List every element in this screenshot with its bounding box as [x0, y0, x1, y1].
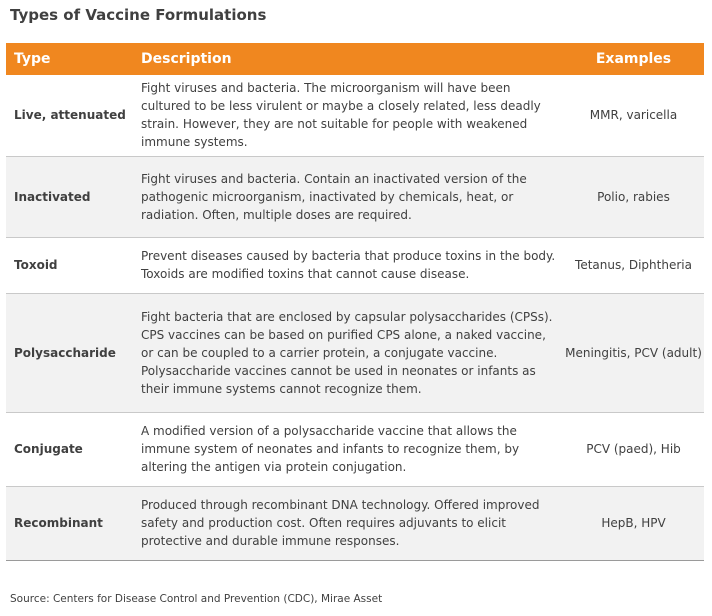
- cell-description: Fight viruses and bacteria. Contain an inactivated version of the pathogenic microorganism, inactivated by chemicals, heat, or radiation. Often, multiple doses are required.: [141, 171, 527, 222]
- cell-description: A modified version of a polysaccharide vaccine that allows the immune system of neonates and infants to recognize them, by altering the antigen via protein conjugation.: [141, 424, 520, 474]
- cell-type: Recombinant: [14, 516, 103, 530]
- table-row: [6, 237, 704, 293]
- cell-examples: HepB, HPV: [601, 516, 666, 530]
- cell-type: Toxoid: [14, 258, 58, 272]
- cell-examples: Polio, rabies: [597, 189, 670, 204]
- cell-type: Inactivated: [14, 189, 91, 204]
- cell-type: Conjugate: [14, 442, 83, 456]
- table-row: [6, 486, 704, 560]
- vaccine-formulations-table: [6, 43, 704, 561]
- header-type: Type: [14, 51, 51, 67]
- cell-type: Live, attenuated: [14, 108, 126, 123]
- cell-description: Produced through recombinant DNA technology. Offered improved safety and production cost. Often requires adjuvants to elicit protective and durable immune responses.: [141, 498, 540, 548]
- table-row: [6, 156, 704, 237]
- cell-examples: Meningitis, PCV (adult): [565, 345, 702, 360]
- table-row: [6, 75, 704, 156]
- table-header-row: [6, 43, 704, 75]
- table-row: [6, 293, 704, 412]
- table-row: [6, 412, 704, 486]
- cell-description: Prevent diseases caused by bacteria that produce toxins in the body. Toxoids are modified toxins that cannot cause disease.: [141, 249, 556, 281]
- cell-description: Fight bacteria that are enclosed by capsular polysaccharides (CPSs). CPS vaccines can be based on purified CPS alone, a naked vaccine, or can be coupled to a carrier protein, a conjugate vaccine. Polysaccharide vaccines cannot be used in neonates or infants as their immune systems cannot recognize them.: [141, 309, 553, 396]
- header-examples: Examples: [595, 51, 672, 67]
- cell-examples: MMR, varicella: [589, 108, 678, 123]
- cell-examples: Tetanus, Diphtheria: [575, 258, 692, 272]
- header-description: Description: [141, 51, 232, 67]
- source-note: Source: Centers for Disease Control and Prevention (CDC), Mirae Asset: [10, 593, 383, 605]
- cell-examples: PCV (paed), Hib: [586, 442, 681, 456]
- cell-description: Fight viruses and bacteria. The microorganism will have been cultured to be less virulent or maybe a closely related, less deadly strain. However, they are not suitable for people with weakened immune systems.: [141, 81, 541, 150]
- cell-type: Polysaccharide: [14, 345, 116, 360]
- page-title: Types of Vaccine Formulations: [10, 6, 267, 24]
